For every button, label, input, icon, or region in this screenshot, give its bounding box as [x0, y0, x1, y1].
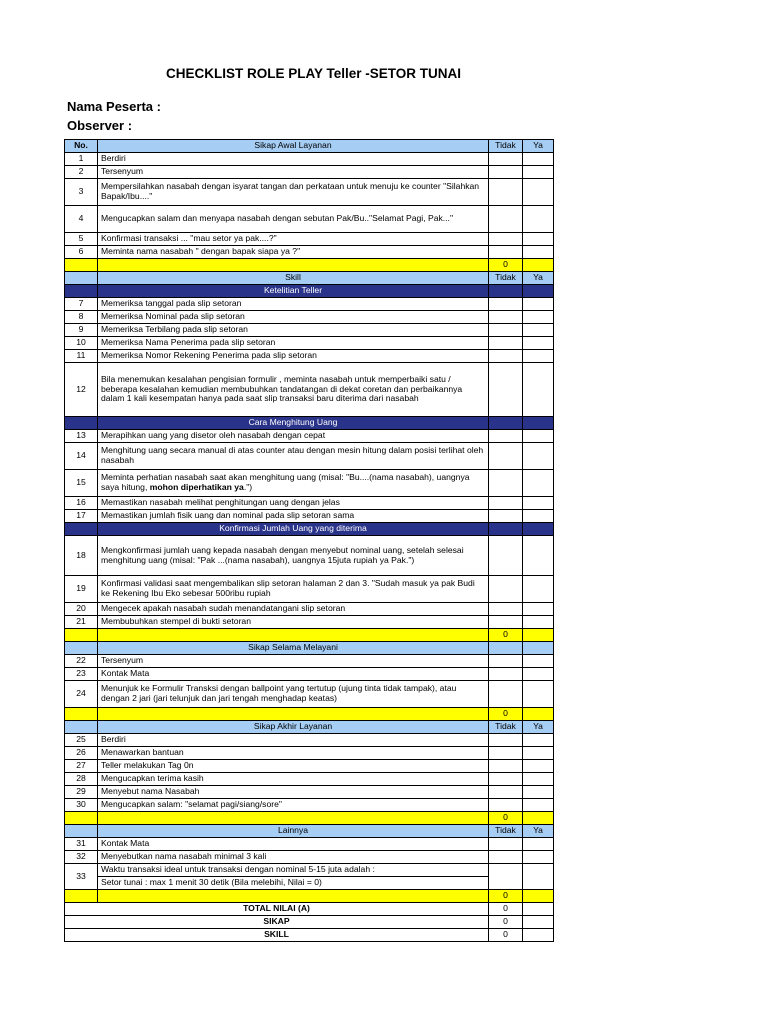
subtotal-value: 0: [489, 259, 523, 272]
ya-checkbox-cell[interactable]: [523, 655, 554, 668]
total-row: [65, 929, 554, 942]
tidak-checkbox-cell[interactable]: [489, 655, 523, 668]
section-title: Sikap Selama Melayani: [98, 642, 489, 655]
ya-cell: [523, 890, 554, 903]
row-number: 29: [65, 786, 98, 799]
ya-checkbox-cell[interactable]: [523, 497, 554, 510]
row-number: 12: [65, 363, 98, 417]
ya-checkbox-cell[interactable]: [523, 350, 554, 363]
ya-checkbox-cell[interactable]: [523, 166, 554, 179]
subsection-header-row: [65, 417, 554, 430]
ya-checkbox-cell[interactable]: [523, 246, 554, 259]
subsection-title: Ketelitian Teller: [98, 285, 489, 298]
table-row: [65, 246, 554, 259]
tidak-checkbox-cell[interactable]: [489, 864, 523, 890]
row-number: 14: [65, 443, 98, 470]
total-row: [65, 903, 554, 916]
tidak-checkbox-cell[interactable]: [489, 153, 523, 166]
item-description: Mengucapkan salam: "selamat pagi/siang/sore": [98, 799, 489, 812]
tidak-checkbox-cell[interactable]: [489, 734, 523, 747]
table-row: [65, 179, 554, 206]
table-row: [65, 838, 554, 851]
item-description: Memeriksa Nominal pada slip setoran: [98, 311, 489, 324]
table-row: [65, 510, 554, 523]
item-description: Memeriksa tanggal pada slip setoran: [98, 298, 489, 311]
tidak-checkbox-cell[interactable]: [489, 298, 523, 311]
row-number: 10: [65, 337, 98, 350]
table-row: [65, 536, 554, 576]
item-description: Meminta perhatian nasabah saat akan menghitung uang (misal: "Bu....(nama nasabah), uangnya saya hitung, mohon diperhatikan ya."): [98, 470, 489, 497]
ya-checkbox-cell[interactable]: [523, 153, 554, 166]
table-row: [65, 497, 554, 510]
table-row: [65, 681, 554, 708]
table-row: [65, 864, 554, 877]
ya-cell: [523, 629, 554, 642]
tidak-checkbox-cell[interactable]: [489, 576, 523, 603]
section-header-row: [65, 721, 554, 734]
ya-cell: [523, 916, 554, 929]
item-description: Berdiri: [98, 153, 489, 166]
table-row: [65, 298, 554, 311]
tidak-checkbox-cell[interactable]: [489, 233, 523, 246]
table-row: [65, 799, 554, 812]
ya-cell: [523, 903, 554, 916]
item-description: Teller melakukan Tag 0n: [98, 760, 489, 773]
table-row: [65, 851, 554, 864]
item-description: Mempersilahkan nasabah dengan isyarat tangan dan perkataan untuk menuju ke counter "Silahkan Bapak/Ibu....": [98, 179, 489, 206]
tidak-checkbox-cell[interactable]: [489, 179, 523, 206]
item-description: Memeriksa Terbilang pada slip setoran: [98, 324, 489, 337]
table-row: [65, 655, 554, 668]
total-label: TOTAL NILAI (A): [65, 903, 489, 916]
item-description: Waktu transaksi ideal untuk transaksi dengan nominal 5-15 juta adalah :: [98, 864, 489, 877]
row-number: 31: [65, 838, 98, 851]
item-description: Konfirmasi validasi saat mengembalikan slip setoran halaman 2 dan 3. "Sudah masuk ya pak Budi ke Rekening Ibu Eko sebesar 500ribu rupiah: [98, 576, 489, 603]
section-header-row: [65, 825, 554, 838]
subtotal-label: [98, 812, 489, 825]
item-description: Mengecek apakah nasabah sudah menandatangani slip setoran: [98, 603, 489, 616]
ya-checkbox-cell[interactable]: [523, 324, 554, 337]
row-number: [65, 721, 98, 734]
tidak-checkbox-cell[interactable]: [489, 311, 523, 324]
table-row: [65, 603, 554, 616]
ya-checkbox-cell[interactable]: [523, 311, 554, 324]
ya-checkbox-cell[interactable]: [523, 470, 554, 497]
tidak-column-header: Tidak: [489, 721, 523, 734]
ya-cell: [523, 285, 554, 298]
row-number: 8: [65, 311, 98, 324]
page-title: CHECKLIST ROLE PLAY Teller -SETOR TUNAI: [166, 66, 462, 81]
emphasis-text: mohon diperhatikan ya: [147, 482, 244, 492]
ya-cell: [523, 812, 554, 825]
table-row: [65, 206, 554, 233]
row-number: 26: [65, 747, 98, 760]
tidak-checkbox-cell[interactable]: [489, 470, 523, 497]
tidak-checkbox-cell[interactable]: [489, 799, 523, 812]
ya-checkbox-cell[interactable]: [523, 510, 554, 523]
row-number: [65, 285, 98, 298]
tidak-checkbox-cell[interactable]: [489, 838, 523, 851]
table-row: [65, 760, 554, 773]
nama-peserta-label: Nama Peserta :: [67, 99, 161, 114]
row-number: 22: [65, 655, 98, 668]
ya-checkbox-cell[interactable]: [523, 233, 554, 246]
tidak-checkbox-cell[interactable]: [489, 760, 523, 773]
ya-checkbox-cell[interactable]: [523, 747, 554, 760]
ya-checkbox-cell[interactable]: [523, 760, 554, 773]
subtotal-row: [65, 259, 554, 272]
ya-cell: [523, 929, 554, 942]
row-number: 7: [65, 298, 98, 311]
row-number: [65, 890, 98, 903]
ya-column-header: Ya: [523, 272, 554, 285]
row-number: 5: [65, 233, 98, 246]
tidak-checkbox-cell[interactable]: [489, 363, 523, 417]
row-number: No.: [65, 140, 98, 153]
item-description: Meminta nama nasabah " dengan bapak siapa ya ?": [98, 246, 489, 259]
row-number: 1: [65, 153, 98, 166]
item-description: Membubuhkan stempel di bukti setoran: [98, 616, 489, 629]
item-description: Merapihkan uang yang disetor oleh nasabah dengan cepat: [98, 430, 489, 443]
table-row: [65, 166, 554, 179]
item-description: Kontak Mata: [98, 668, 489, 681]
table-row: [65, 470, 554, 497]
table-row: [65, 153, 554, 166]
tidak-checkbox-cell[interactable]: [489, 603, 523, 616]
ya-checkbox-cell[interactable]: [523, 851, 554, 864]
subtotal-value: 0: [489, 890, 523, 903]
subsection-title: Konfirmasi Jumlah Uang yang diterima: [98, 523, 489, 536]
row-number: 28: [65, 773, 98, 786]
row-number: [65, 523, 98, 536]
row-number: 27: [65, 760, 98, 773]
tidak-checkbox-cell[interactable]: [489, 510, 523, 523]
item-description: Tersenyum: [98, 655, 489, 668]
section-header-row: [65, 642, 554, 655]
table-row: [65, 773, 554, 786]
item-description: Bila menemukan kesalahan pengisian formulir , meminta nasabah untuk memperbaiki satu / beberapa kesalahan kemudian membubuhkan tandatangan di dekat coretan dan perbaikannya dalam 1 kali kesempatan hanya pada saat slip transaksi baru diterima dari nasabah: [98, 363, 489, 417]
ya-checkbox-cell[interactable]: [523, 206, 554, 233]
table-row: [65, 576, 554, 603]
item-description: Mengkonfirmasi jumlah uang kepada nasabah dengan menyebut nominal uang, setelah selesai menghitung uang (misal: "Pak ...(nama nasabah), uangnya 15juta rupiah ya Pak."): [98, 536, 489, 576]
table-row: [65, 443, 554, 470]
table-row: [65, 668, 554, 681]
section-title: Skill: [98, 272, 489, 285]
table-row: [65, 337, 554, 350]
table-row: [65, 324, 554, 337]
ya-column-header: [523, 642, 554, 655]
total-row: [65, 916, 554, 929]
ya-checkbox-cell[interactable]: [523, 443, 554, 470]
row-number: [65, 642, 98, 655]
item-description: Mengucapkan terima kasih: [98, 773, 489, 786]
section-header-row: [65, 272, 554, 285]
row-number: [65, 825, 98, 838]
total-value: 0: [489, 916, 523, 929]
tidak-checkbox-cell[interactable]: [489, 747, 523, 760]
subsection-header-row: [65, 285, 554, 298]
tidak-checkbox-cell[interactable]: [489, 681, 523, 708]
tidak-cell: [489, 285, 523, 298]
ya-checkbox-cell[interactable]: [523, 799, 554, 812]
item-description: Mengucapkan salam dan menyapa nasabah dengan sebutan Pak/Bu.."Selamat Pagi, Pak...": [98, 206, 489, 233]
ya-checkbox-cell[interactable]: [523, 668, 554, 681]
ya-checkbox-cell[interactable]: [523, 298, 554, 311]
table-row: [65, 786, 554, 799]
subtotal-label: [98, 890, 489, 903]
ya-checkbox-cell[interactable]: [523, 734, 554, 747]
ya-cell: [523, 523, 554, 536]
ya-cell: [523, 417, 554, 430]
tidak-cell: [489, 523, 523, 536]
table-row: [65, 311, 554, 324]
ya-cell: [523, 708, 554, 721]
row-number: 13: [65, 430, 98, 443]
subtotal-label: [98, 629, 489, 642]
section-title: Sikap Akhir Layanan: [98, 721, 489, 734]
observer-label: Observer :: [67, 118, 133, 133]
ya-checkbox-cell[interactable]: [523, 838, 554, 851]
item-description: Konfirmasi transaksi ... "mau setor ya pak....?": [98, 233, 489, 246]
table-row: [65, 616, 554, 629]
row-number: 16: [65, 497, 98, 510]
row-number: 32: [65, 851, 98, 864]
tidak-column-header: Tidak: [489, 825, 523, 838]
tidak-column-header: Tidak: [489, 272, 523, 285]
subtotal-label: [98, 708, 489, 721]
ya-checkbox-cell[interactable]: [523, 616, 554, 629]
item-description: Memastikan jumlah fisik uang dan nominal pada slip setoran sama: [98, 510, 489, 523]
subtotal-row: [65, 890, 554, 903]
item-description: Menyebutkan nama nasabah minimal 3 kali: [98, 851, 489, 864]
subtotal-row: [65, 629, 554, 642]
tidak-checkbox-cell[interactable]: [489, 350, 523, 363]
row-number: 33: [65, 864, 98, 890]
subsection-header-row: [65, 523, 554, 536]
row-number: 18: [65, 536, 98, 576]
ya-column-header: Ya: [523, 140, 554, 153]
section-header-row: [65, 140, 554, 153]
row-number: 11: [65, 350, 98, 363]
item-description: Memeriksa Nomor Rekening Penerima pada slip setoran: [98, 350, 489, 363]
ya-checkbox-cell[interactable]: [523, 536, 554, 576]
row-number: 6: [65, 246, 98, 259]
tidak-column-header: [489, 642, 523, 655]
ya-checkbox-cell[interactable]: [523, 337, 554, 350]
table-row: [65, 430, 554, 443]
row-number: 4: [65, 206, 98, 233]
tidak-checkbox-cell[interactable]: [489, 443, 523, 470]
row-number: [65, 812, 98, 825]
row-number: 3: [65, 179, 98, 206]
total-value: 0: [489, 903, 523, 916]
ya-checkbox-cell[interactable]: [523, 363, 554, 417]
ya-checkbox-cell[interactable]: [523, 576, 554, 603]
tidak-checkbox-cell[interactable]: [489, 773, 523, 786]
tidak-checkbox-cell[interactable]: [489, 337, 523, 350]
tidak-checkbox-cell[interactable]: [489, 324, 523, 337]
row-number: 20: [65, 603, 98, 616]
row-number: 25: [65, 734, 98, 747]
item-description: Setor tunai : max 1 menit 30 detik (Bila melebihi, Nilai = 0): [98, 877, 489, 890]
row-number: 23: [65, 668, 98, 681]
row-number: 17: [65, 510, 98, 523]
row-number: [65, 259, 98, 272]
row-number: 30: [65, 799, 98, 812]
item-description: Menawarkan bantuan: [98, 747, 489, 760]
row-number: [65, 708, 98, 721]
table-row: [65, 350, 554, 363]
row-number: 15: [65, 470, 98, 497]
checklist-table: [64, 139, 554, 942]
ya-column-header: Ya: [523, 721, 554, 734]
tidak-checkbox-cell[interactable]: [489, 206, 523, 233]
tidak-cell: [489, 417, 523, 430]
item-description: Menyebut nama Nasabah: [98, 786, 489, 799]
subsection-title: Cara Menghitung Uang: [98, 417, 489, 430]
table-row: [65, 363, 554, 417]
item-description: Menunjuk ke Formulir Transksi dengan ballpoint yang tertutup (ujung tinta tidak tampak), atau dengan 2 jari (jari telunjuk dan jari tengah menghadap keatas): [98, 681, 489, 708]
item-description: Tersenyum: [98, 166, 489, 179]
tidak-checkbox-cell[interactable]: [489, 430, 523, 443]
ya-checkbox-cell[interactable]: [523, 786, 554, 799]
row-number: 21: [65, 616, 98, 629]
subtotal-row: [65, 812, 554, 825]
tidak-checkbox-cell[interactable]: [489, 536, 523, 576]
ya-column-header: Ya: [523, 825, 554, 838]
subtotal-label: [98, 259, 489, 272]
subtotal-value: 0: [489, 708, 523, 721]
row-number: [65, 417, 98, 430]
total-label: SIKAP: [65, 916, 489, 929]
ya-checkbox-cell[interactable]: [523, 430, 554, 443]
tidak-checkbox-cell[interactable]: [489, 246, 523, 259]
subtotal-value: 0: [489, 812, 523, 825]
item-description: Memastikan nasabah melihat penghitungan uang dengan jelas: [98, 497, 489, 510]
tidak-checkbox-cell[interactable]: [489, 786, 523, 799]
row-number: 2: [65, 166, 98, 179]
total-value: 0: [489, 929, 523, 942]
ya-checkbox-cell[interactable]: [523, 864, 554, 890]
ya-checkbox-cell[interactable]: [523, 681, 554, 708]
table-row: [65, 877, 554, 890]
tidak-column-header: Tidak: [489, 140, 523, 153]
tidak-checkbox-cell[interactable]: [489, 668, 523, 681]
tidak-checkbox-cell[interactable]: [489, 497, 523, 510]
subtotal-value: 0: [489, 629, 523, 642]
row-number: [65, 629, 98, 642]
row-number: 24: [65, 681, 98, 708]
row-number: 9: [65, 324, 98, 337]
ya-cell: [523, 259, 554, 272]
row-number: 19: [65, 576, 98, 603]
ya-checkbox-cell[interactable]: [523, 603, 554, 616]
table-row: [65, 747, 554, 760]
tidak-checkbox-cell[interactable]: [489, 166, 523, 179]
tidak-checkbox-cell[interactable]: [489, 616, 523, 629]
tidak-checkbox-cell[interactable]: [489, 851, 523, 864]
item-description: Menghitung uang secara manual di atas counter atau dengan mesin hitung dalam posisi terlihat oleh nasabah: [98, 443, 489, 470]
table-row: [65, 734, 554, 747]
table-row: [65, 233, 554, 246]
item-description: Memeriksa Nama Penerima pada slip setoran: [98, 337, 489, 350]
ya-checkbox-cell[interactable]: [523, 773, 554, 786]
item-description: Kontak Mata: [98, 838, 489, 851]
ya-checkbox-cell[interactable]: [523, 179, 554, 206]
item-description: Berdiri: [98, 734, 489, 747]
subtotal-row: [65, 708, 554, 721]
section-title: Lainnya: [98, 825, 489, 838]
total-label: SKILL: [65, 929, 489, 942]
section-title: Sikap Awal Layanan: [98, 140, 489, 153]
row-number: [65, 272, 98, 285]
